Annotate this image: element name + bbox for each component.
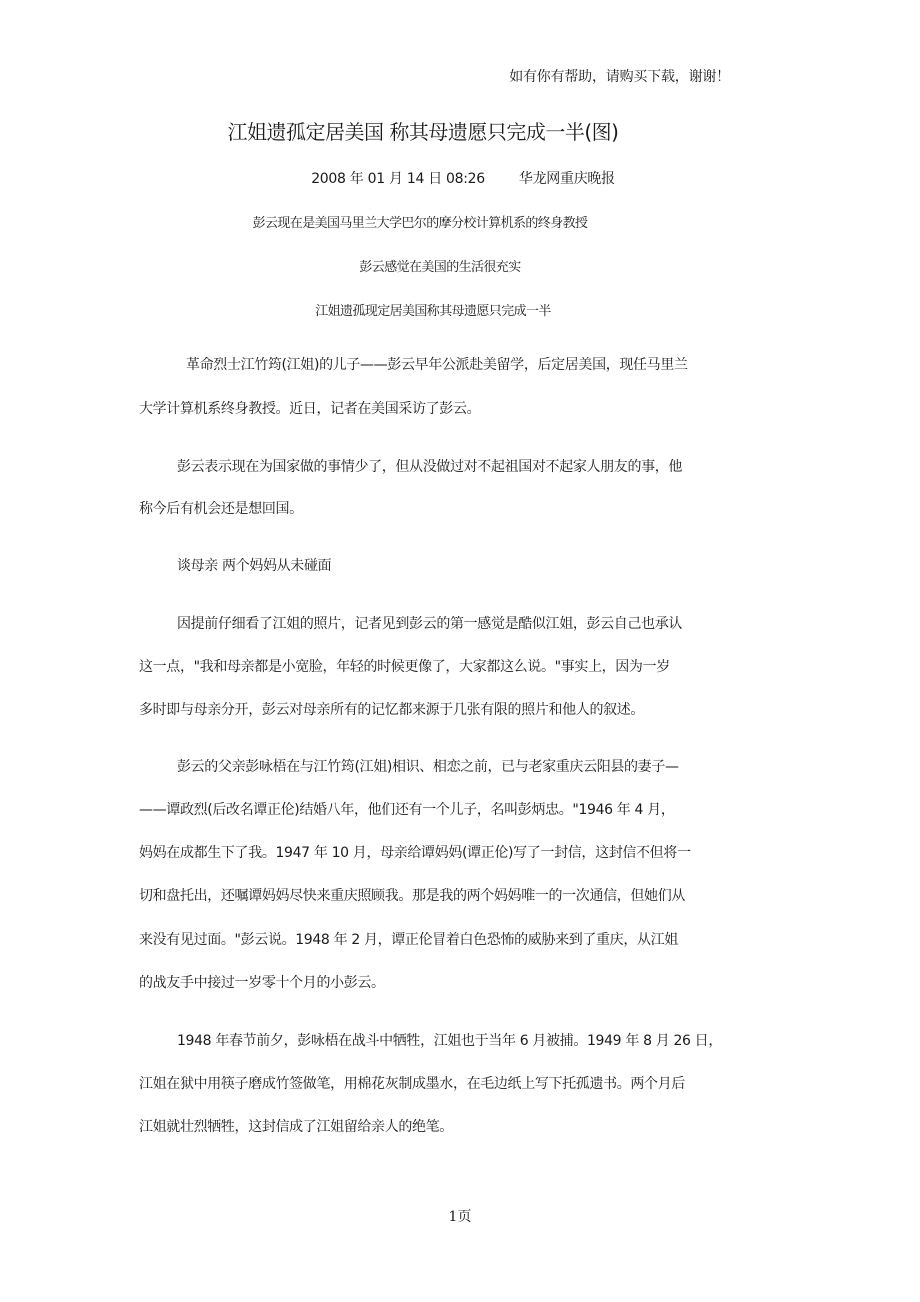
paragraph-line: 革命烈士江竹筠(江姐)的儿子——彭云早年公派赴美留学，后定居美国，现任马里兰 (186, 357, 688, 373)
paragraph-line: 大学计算机系终身教授。近日，记者在美国采访了彭云。 (139, 401, 481, 417)
paragraph-line: 因提前仔细看了江姐的照片，记者见到彭云的第一感觉是酷似江姐，彭云自己也承认 (177, 616, 683, 632)
publish-date: 2008 年 01 月 14 日 08:26 (311, 171, 485, 187)
dateline (0, 168, 920, 188)
page-title: 江姐遗孤定居美国 称其母遗愿只完成一半(图) (227, 120, 619, 144)
header-note: 如有你有帮助，请购买下载，谢谢！ (509, 69, 730, 85)
news-source: 华龙网重庆晚报 (518, 171, 615, 187)
section-heading: 谈母亲 两个妈妈从未碰面 (177, 558, 332, 574)
paragraph-line: 来没有见过面。"彭云说。1948 年 2 月，谭正伦冒着白色恐怖的威胁来到了重庆，从江姐 (139, 932, 678, 948)
paragraph-line: ——谭政烈(后改名谭正伦)结婚八年，他们还有一个儿子，名叫彭炳忠。"1946 年 4 月， (139, 802, 675, 818)
paragraph-line: 江姐就壮烈牺牲，这封信成了江姐留给亲人的绝笔。 (139, 1119, 453, 1135)
paragraph-line: 彭云表示现在为国家做的事情少了，但从没做过对不起祖国对不起家人朋友的事，他 (177, 459, 683, 475)
paragraph-line: 的战友手中接过一岁零十个月的小彭云。 (139, 975, 385, 991)
paragraph-line: 切和盘托出，还嘱谭妈妈尽快来重庆照顾我。那是我的两个妈妈唯一的一次通信，但她们从 (139, 888, 685, 904)
paragraph-line: 称今后有机会还是想回国。 (139, 501, 303, 517)
paragraph-line: 江姐在狱中用筷子磨成竹签做笔，用棉花灰制成墨水，在毛边纸上写下托孤遗书。两个月后 (139, 1076, 685, 1092)
page-number: 1页 (448, 1209, 472, 1225)
paragraph-line: 多时即与母亲分开，彭云对母亲所有的记忆都来源于几张有限的照片和他人的叙述。 (139, 702, 645, 718)
paragraph-line: 这一点，"我和母亲都是小宽脸，年轻的时候更像了，大家都这么说。"事实上，因为一岁 (139, 659, 670, 675)
photo-caption-3: 江姐遗孤现定居美国称其母遗愿只完成一半 (315, 304, 551, 319)
paragraph-line: 妈妈在成都生下了我。1947 年 10 月，母亲给谭妈妈(谭正伦)写了一封信，这封信不但将一 (139, 845, 691, 861)
paragraph-line: 1948 年春节前夕，彭咏梧在战斗中牺牲，江姐也于当年 6 月被捕。1949 年 8 月 26 日， (177, 1033, 722, 1049)
photo-caption-1: 彭云现在是美国马里兰大学巴尔的摩分校计算机系的终身教授 (252, 216, 588, 231)
paragraph-line: 彭云的父亲彭咏梧在与江竹筠(江姐)相识、相恋之前，已与老家重庆云阳县的妻子— (177, 759, 679, 775)
photo-caption-2: 彭云感觉在美国的生活很充实 (359, 260, 521, 275)
